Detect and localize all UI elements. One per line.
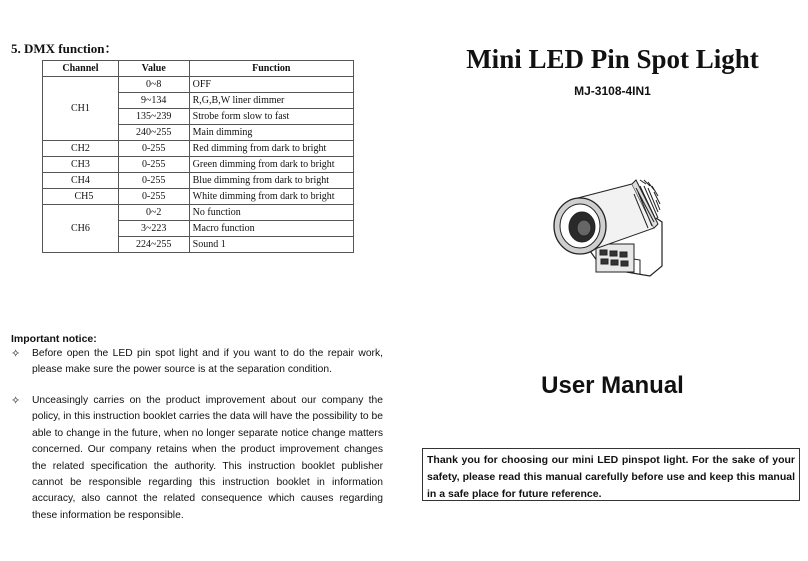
table-row <box>43 189 354 205</box>
function-cell: R,G,B,W liner dimmer <box>189 93 353 109</box>
value-cell: 0-255 <box>118 141 189 157</box>
thank-you-box: Thank you for choosing our mini LED pinspot light. For the sake of your safety, please read this manual carefully before use and keep this manual in a safe place for future reference. <box>422 448 800 501</box>
channel-cell: CH5 <box>43 189 119 205</box>
header-function: Function <box>189 61 353 77</box>
value-cell: 0~8 <box>118 77 189 93</box>
table-row <box>43 205 354 221</box>
function-cell: Macro function <box>189 221 353 237</box>
diamond-bullet-icon: ✧ <box>11 348 21 360</box>
function-cell: Red dimming from dark to bright <box>189 141 353 157</box>
dmx-function-table <box>42 60 354 253</box>
value-cell: 0-255 <box>118 157 189 173</box>
value-cell: 0~2 <box>118 205 189 221</box>
table-row <box>43 77 354 93</box>
notice-item <box>11 393 383 524</box>
diamond-bullet-icon: ✧ <box>11 395 21 407</box>
table-header-row <box>43 61 354 77</box>
function-cell: Green dimming from dark to bright <box>189 157 353 173</box>
model-number: MJ-3108-4IN1 <box>574 84 651 98</box>
product-title: Mini LED Pin Spot Light <box>466 44 759 74</box>
manual-title: User Manual <box>541 372 684 399</box>
table-row <box>43 141 354 157</box>
notice-text: Before open the LED pin spot light and if you want to do the repair work, please make sure the power source is at the separation condition. <box>32 348 383 376</box>
header-value: Value <box>118 61 189 77</box>
table-row <box>43 173 354 189</box>
function-cell: OFF <box>189 77 353 93</box>
value-cell: 135~239 <box>118 109 189 125</box>
section-title: 5. DMX function： <box>11 41 118 56</box>
channel-cell: CH6 <box>43 205 119 253</box>
value-cell: 0-255 <box>118 189 189 205</box>
value-cell: 224~255 <box>118 237 189 253</box>
pin-spot-light-image <box>540 170 690 290</box>
channel-cell: CH4 <box>43 173 119 189</box>
table-row <box>43 157 354 173</box>
value-cell: 240~255 <box>118 125 189 141</box>
function-cell: Sound 1 <box>189 237 353 253</box>
function-cell: No function <box>189 205 353 221</box>
notice-item <box>11 346 383 379</box>
channel-cell: CH2 <box>43 141 119 157</box>
function-cell: Main dimming <box>189 125 353 141</box>
value-cell: 0-255 <box>118 173 189 189</box>
function-cell: White dimming from dark to bright <box>189 189 353 205</box>
channel-cell: CH1 <box>43 77 119 141</box>
value-cell: 9~134 <box>118 93 189 109</box>
channel-cell: CH3 <box>43 157 119 173</box>
value-cell: 3~223 <box>118 221 189 237</box>
function-cell: Blue dimming from dark to bright <box>189 173 353 189</box>
function-cell: Strobe form slow to fast <box>189 109 353 125</box>
header-channel: Channel <box>43 61 119 77</box>
notice-text: Unceasingly carries on the product improvement about our company the policy, in this instruction booklet carries the data will have the possibility to be able to change in the future, when no longer separate notice change matters concerned. Our company retains when the product improvement changes the related specification the authority. This instruction booklet publisher cannot be responsible regarding this instruction booklet in information accuracy, also cannot the related consequence which causes regarding these information be responsible. <box>32 395 383 521</box>
important-notice-title: Important notice: <box>11 333 97 345</box>
